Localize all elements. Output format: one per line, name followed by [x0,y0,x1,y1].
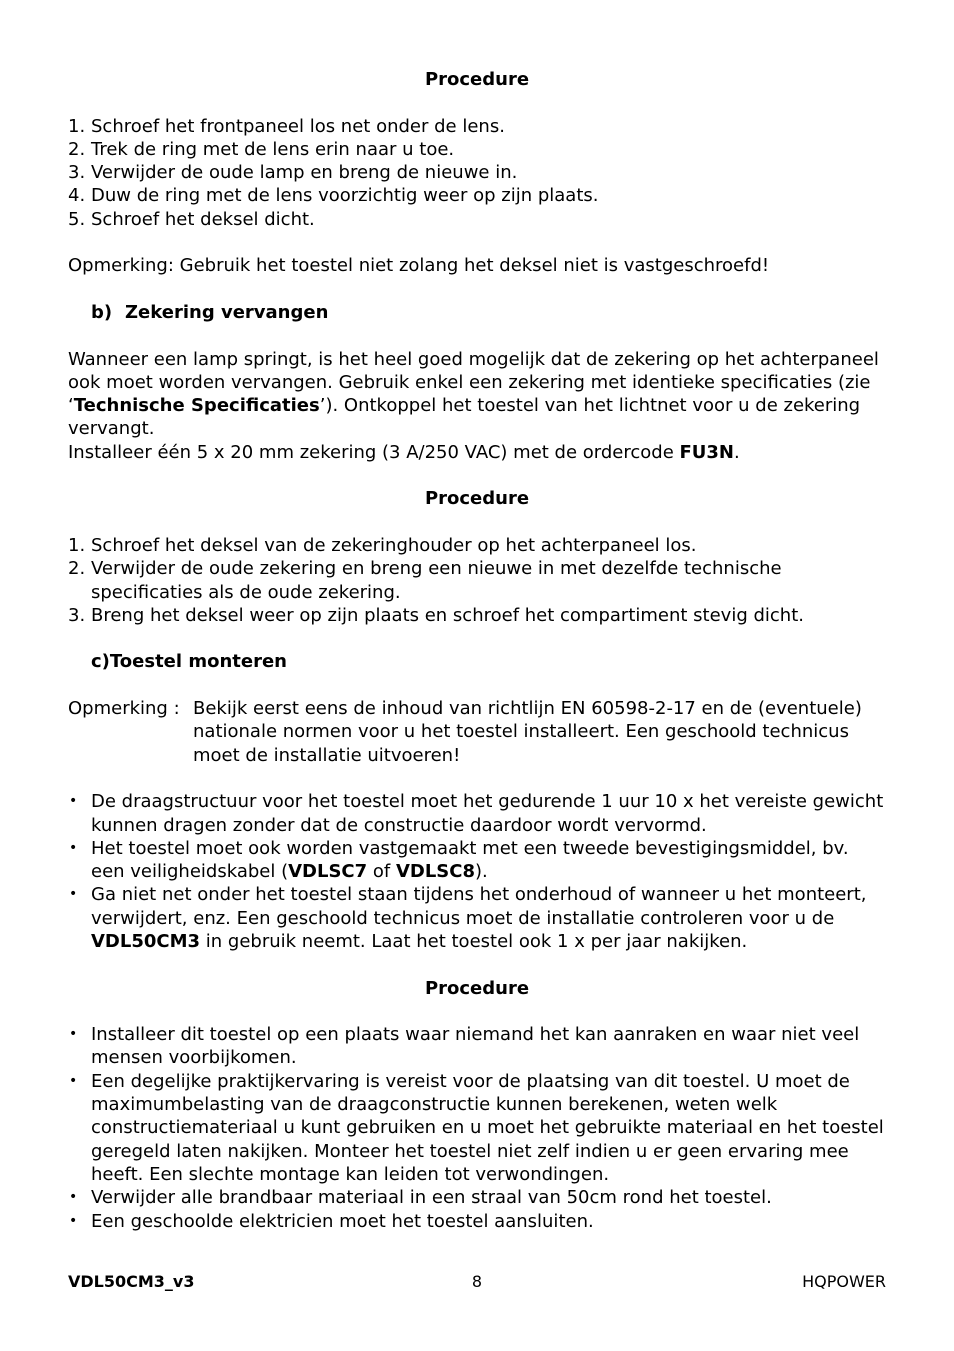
note-label: Opmerking : [68,698,180,720]
list-item: 1. Schroef het deksel van de zekeringhouder op het achterpaneel los. [68,534,697,556]
document-page [68,68,886,1233]
mounting-procedure-bullets [68,1023,886,1233]
lamp-note: Opmerking: Gebruik het toestel niet zolang het deksel niet is vastgeschroefd! [68,255,770,277]
footer-model: VDL50CM3_v3 [68,1272,195,1291]
lamp-steps-list [68,115,886,231]
list-item: • Het toestel moet ook worden vastgemaakt met een tweede bevestigingsmiddel, bv. een veiligheidskabel (VDLSC7 of VDLSC8). [69,837,849,883]
list-item: 2. Verwijder de oude zekering en breng een nieuwe in met dezelfde technische specificaties als de oude zekering. [68,558,782,603]
bullet-icon: • [69,1026,78,1043]
page-number: 8 [471,1272,483,1291]
footer-brand: HQPOWER [802,1272,886,1291]
bullet-icon: • [69,793,78,810]
fuse-steps-list [68,534,886,627]
list-item: • Verwijder alle brandbaar materiaal in een straal van 50cm rond het toestel. [69,1187,772,1209]
list-item: 3. Breng het deksel weer op zijn plaats en schroef het compartiment stevig dicht. [68,604,804,626]
bullet-icon: • [69,1212,78,1229]
list-item: 3. Verwijder de oude lamp en breng de nieuwe in. [68,162,518,184]
list-item: 5. Schroef het deksel dicht. [68,208,315,230]
section-heading-mounting: c)Toestel monteren [91,651,287,673]
procedure-heading: Procedure [424,69,530,90]
list-item: 1. Schroef het frontpaneel los net onder de lens. [68,115,505,137]
note-text: Bekijk eerst eens de inhoud van richtlijn EN 60598-2-17 en de (eventuele) nationale normen voor u het toestel installeert. Een geschoold technicus moet de installatie uitvoeren! [193,698,862,766]
bullet-icon: • [69,1189,78,1206]
list-item: • Een geschoolde elektricien moet het toestel aansluiten. [69,1210,594,1232]
fuse-paragraph: Wanneer een lamp springt, is het heel goed mogelijk dat de zekering op het achterpaneel ook moet worden vervangen. Gebruik enkel een zekering met identieke specificaties (zie ‘Technische Specificaties’). Ontkoppel het toestel van het lichtnet voor u de zekering vervangt. [68,348,879,440]
procedure-heading: Procedure [424,977,530,999]
mounting-note [68,697,886,767]
mounting-bullets [68,790,886,953]
list-item: 4. Duw de ring met de lens voorzichtig weer op zijn plaats. [68,185,599,207]
fuse-install-paragraph: Installeer één 5 x 20 mm zekering (3 A/250 VAC) met de ordercode FU3N. [68,441,740,463]
bullet-icon: • [69,839,78,856]
page-footer [68,1271,886,1293]
list-item: • Installeer dit toestel op een plaats waar niemand het kan aanraken en waar niet veel mensen voorbijkomen. [69,1024,860,1069]
list-item: • Een degelijke praktijkervaring is vereist voor de plaatsing van dit toestel. U moet de maximumbelasting van de draagconstructie kunnen berekenen, weten welk constructiemateriaal u kunt gebruiken en u moet het gebruikte materiaal en het toestel geregeld laten nakijken. Monteer het toestel niet zelf indien u er geen ervaring mee heeft. Een slechte montage kan leiden tot verwondingen. [69,1070,884,1185]
list-item: • Ga niet net onder het toestel staan tijdens het onderhoud of wanneer u het monteert, verwijdert, enz. Een geschoold technicus moet de installatie controleren voor u de VDL50CM3 in gebruik neemt. Laat het toestel ook 1 x per jaar nakijken. [69,884,867,952]
list-item: 2. Trek de ring met de lens erin naar u toe. [68,138,455,160]
bullet-icon: • [69,886,78,903]
list-item: • De draagstructuur voor het toestel moet het gedurende 1 uur 10 x het vereiste gewicht kunnen dragen zonder dat de constructie daardoor wordt vervormd. [69,791,884,836]
section-heading-fuse: b) Zekering vervangen [91,301,329,323]
procedure-heading: Procedure [424,488,530,510]
bullet-icon: • [69,1072,78,1089]
